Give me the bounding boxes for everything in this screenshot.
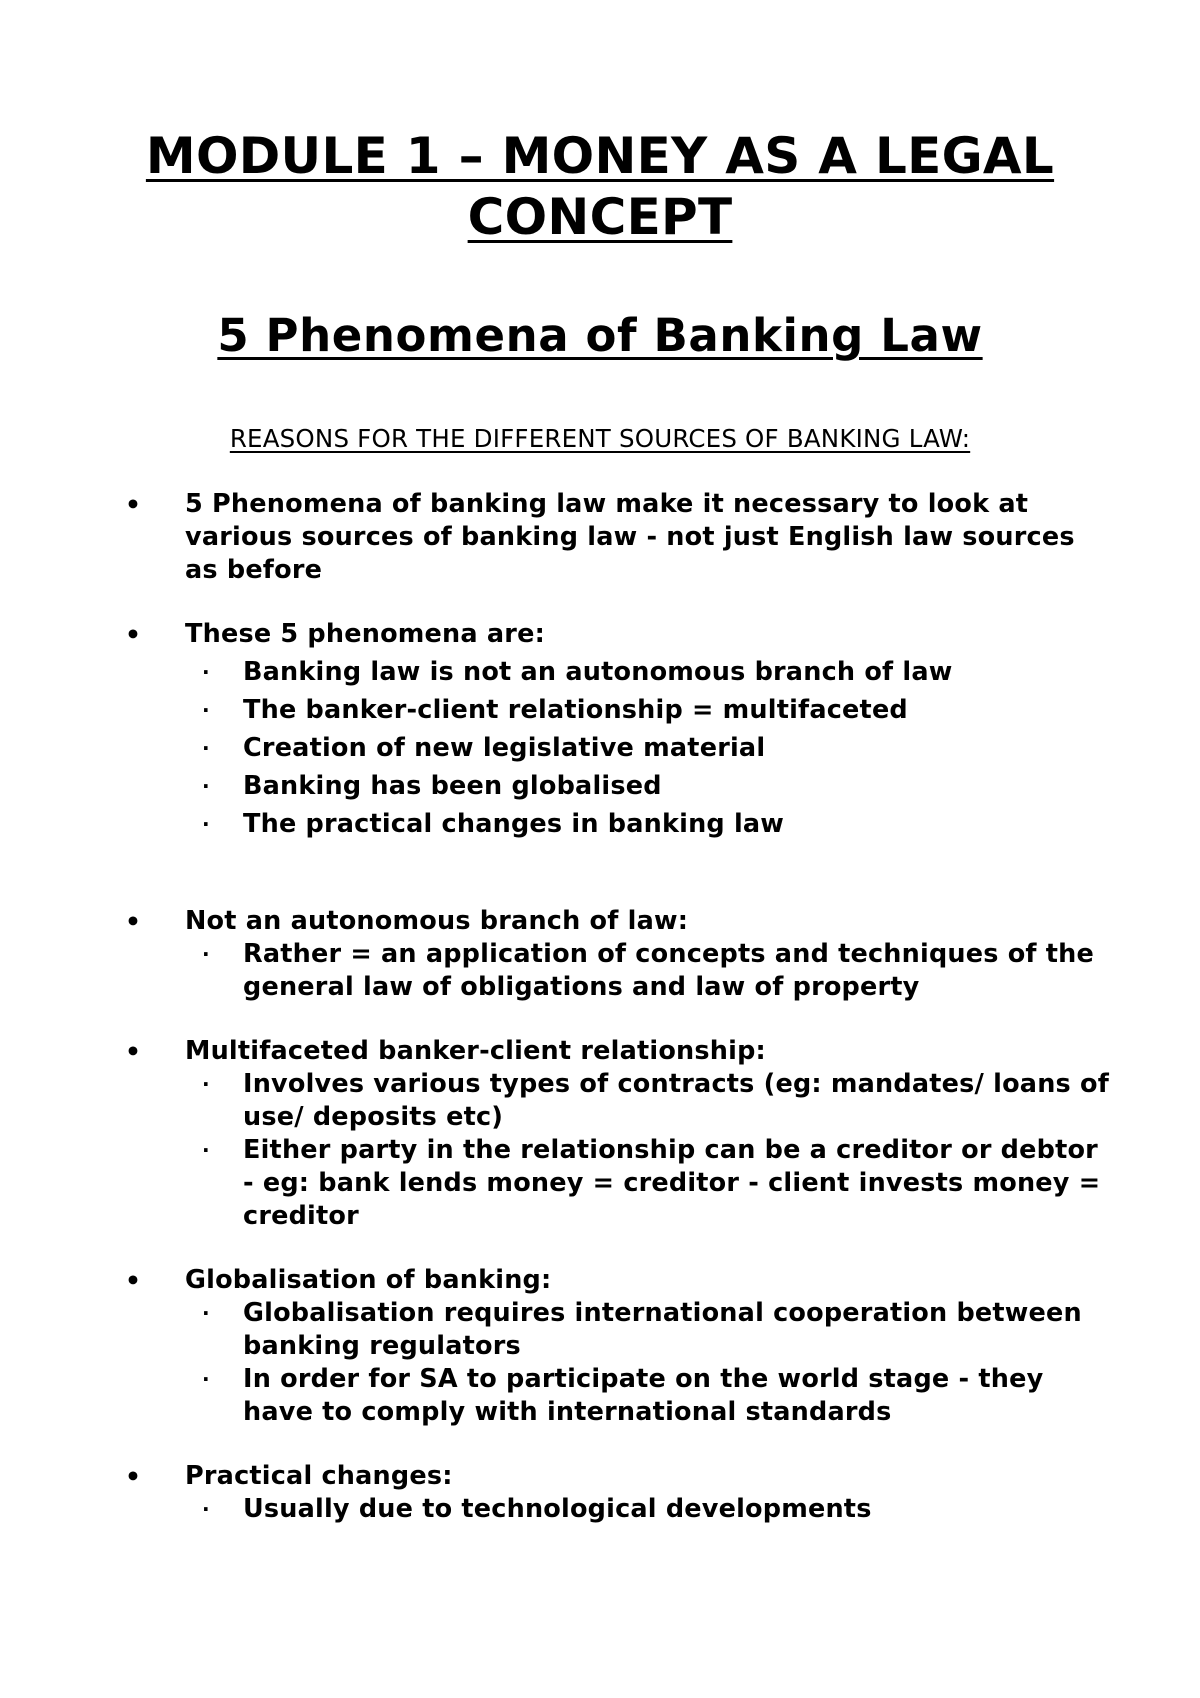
sub-bullet-icon: ·	[202, 1497, 210, 1521]
sub-list-item	[185, 770, 1110, 803]
sub-list-item	[185, 938, 1110, 1004]
sub-list-item-text: In order for SA to participate on the world stage - they have to comply with international standards	[243, 1364, 1044, 1427]
sub-list-item-text: The banker-client relationship = multifaceted	[243, 695, 908, 725]
list-item	[0, 1460, 1200, 1526]
sub-bullet-icon: ·	[202, 698, 210, 722]
sub-bullet-icon: ·	[202, 1367, 210, 1391]
sub-bullet-icon: ·	[202, 1072, 210, 1096]
sub-list	[185, 1297, 1110, 1429]
sub-bullet-icon: ·	[202, 736, 210, 760]
bullet-icon: •	[125, 620, 142, 649]
sub-list	[185, 938, 1110, 1004]
sub-list-item-text: The practical changes in banking law	[243, 809, 785, 839]
bullet-icon: •	[125, 1462, 142, 1491]
sub-list-item-text: Banking has been globalised	[243, 771, 662, 801]
sub-list-item-text: Creation of new legislative material	[243, 733, 766, 763]
list-item	[0, 618, 1200, 841]
list-item	[0, 488, 1200, 587]
sub-bullet-icon: ·	[202, 660, 210, 684]
list-item	[0, 905, 1200, 1004]
sub-bullet-icon: ·	[202, 942, 210, 966]
page-subtitle: 5 Phenomena of Banking Law	[217, 309, 983, 362]
sub-list-item-text: Rather = an application of concepts and techniques of the general law of obligations and law of property	[243, 939, 1095, 1002]
bullet-icon: •	[125, 490, 142, 519]
sub-list	[185, 1068, 1110, 1233]
sub-list-item	[185, 808, 1110, 841]
bullet-icon: •	[125, 907, 142, 936]
sub-list-item	[185, 656, 1110, 689]
sub-bullet-icon: ·	[202, 1138, 210, 1162]
sub-list-item	[185, 732, 1110, 765]
sub-list-item	[185, 1493, 1110, 1526]
list-item-text: Not an autonomous branch of law:	[185, 906, 689, 936]
bullet-icon: •	[125, 1266, 142, 1295]
list-item-text: Practical changes:	[185, 1461, 453, 1491]
sub-bullet-icon: ·	[202, 774, 210, 798]
section-heading: REASONS FOR THE DIFFERENT SOURCES OF BANKING LAW:	[229, 424, 971, 453]
sub-list	[185, 656, 1110, 841]
list-item-text: Globalisation of banking:	[185, 1265, 552, 1295]
list-item	[0, 1264, 1200, 1429]
sub-list-item-text: Globalisation requires international cooperation between banking regulators	[243, 1298, 1082, 1361]
sub-list-item	[185, 694, 1110, 727]
sub-list	[185, 1493, 1110, 1526]
sub-list-item-text: Either party in the relationship can be a creditor or debtor - eg: bank lends money = creditor - client invests money = creditor	[243, 1135, 1101, 1231]
sub-bullet-icon: ·	[202, 812, 210, 836]
list-item-text: Multifaceted banker-client relationship:	[185, 1036, 766, 1066]
list-item-text: These 5 phenomena are:	[185, 619, 545, 649]
sub-list-item-text: Involves various types of contracts (eg: mandates/ loans of use/ deposits etc)	[243, 1069, 1110, 1132]
sub-bullet-icon: ·	[202, 1301, 210, 1325]
page-title: MODULE 1 – MONEY AS A LEGAL CONCEPT	[145, 127, 1055, 246]
bullet-icon: •	[125, 1037, 142, 1066]
sub-list-item-text: Usually due to technological developments	[243, 1494, 872, 1524]
sub-list-item	[185, 1134, 1110, 1233]
sub-list-item-text: Banking law is not an autonomous branch of law	[243, 657, 953, 687]
sub-list-item	[185, 1297, 1110, 1363]
list-item-text: 5 Phenomena of banking law make it necessary to look at various sources of banking law - not just English law sources as before	[185, 489, 1075, 585]
sub-list-item	[185, 1068, 1110, 1134]
bullet-list	[0, 488, 1200, 1557]
sub-list-item	[185, 1363, 1110, 1429]
list-item	[0, 1035, 1200, 1233]
